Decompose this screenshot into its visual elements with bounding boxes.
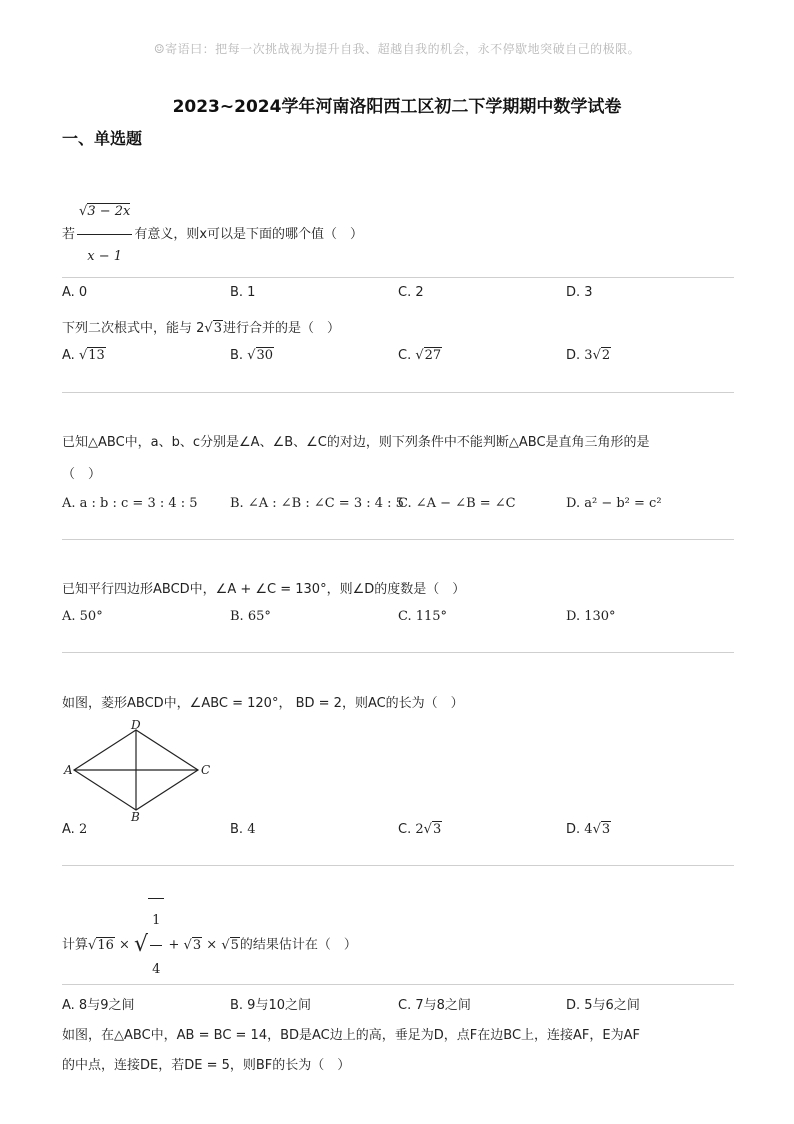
q2-option-c[interactable]: C. √27: [398, 348, 442, 363]
q1-numerator: 3 − 2x: [87, 204, 131, 219]
q6-option-a[interactable]: A. 8与9之间: [62, 998, 135, 1013]
q2-pre: 下列二次根式中，能与 2: [62, 321, 205, 336]
q2-option-b[interactable]: B. √30: [230, 348, 274, 363]
q2-options: [62, 348, 732, 368]
q5-option-c[interactable]: C. 2√3: [398, 822, 442, 837]
q2-option-d[interactable]: D. 3√2: [566, 348, 611, 363]
q4-option-d[interactable]: D. 130°: [566, 609, 616, 624]
q4-options: [62, 609, 732, 629]
question-3: [62, 432, 732, 516]
question-5: [62, 693, 732, 715]
q6-options: [62, 994, 732, 1014]
q3-stem-line2: （ ）: [62, 467, 102, 482]
q3-option-c[interactable]: C. ∠A − ∠B = ∠C: [398, 496, 516, 511]
divider: [62, 539, 734, 540]
q3-options: [62, 496, 732, 516]
q6-pre: 计算: [62, 937, 89, 953]
q2-radical: √3: [204, 321, 222, 336]
motto-text: ☺寄语曰：把每一次挑战视为提升自我、超越自我的机会，永不停歇地突破自己的极限。: [153, 42, 641, 56]
q1-option-c[interactable]: C. 2: [398, 285, 424, 300]
page-title: 2023~2024学年河南洛阳西工区初二下学期期中数学试卷: [172, 97, 622, 117]
q5-stem: 如图，菱形ABCD中，∠ABC = 120°， BD = 2，则AC的长为（ ）: [62, 696, 464, 711]
question-1: [62, 192, 732, 305]
question-7: [62, 1025, 732, 1077]
q2-post: 进行合并的是（ ）: [222, 321, 340, 336]
q5-option-d[interactable]: D. 4√3: [566, 822, 611, 837]
q1-denominator: x − 1: [87, 249, 123, 264]
q6-option-d[interactable]: D. 5与6之间: [566, 998, 640, 1013]
q3-stem-line1: 已知△ABC中，a、b、c分别是∠A、∠B、∠C的对边，则下列条件中不能判断△ABC是直角三角形的是: [62, 435, 650, 450]
question-4: [62, 579, 732, 629]
q3-option-b[interactable]: B. ∠A : ∠B : ∠C = 3 : 4 : 5: [230, 496, 404, 511]
q1-option-d[interactable]: D. 3: [566, 285, 593, 300]
rhombus-diagram: [62, 718, 222, 822]
q6-option-b[interactable]: B. 9与10之间: [230, 998, 311, 1013]
divider: [62, 984, 734, 985]
question-5-options: [62, 822, 732, 842]
divider: [62, 392, 734, 393]
q5-option-b[interactable]: B. 4: [230, 822, 256, 837]
q5-options: [62, 822, 732, 842]
q5-option-a[interactable]: A. 2: [62, 822, 88, 837]
label-c: C: [201, 763, 211, 777]
divider: [62, 277, 734, 278]
q1-pre: 若: [62, 227, 76, 242]
section-heading: 一、单选题: [62, 129, 143, 148]
q4-option-b[interactable]: B. 65°: [230, 609, 271, 624]
q4-option-c[interactable]: C. 115°: [398, 609, 448, 624]
label-d: D: [131, 718, 141, 732]
question-2: [62, 318, 732, 368]
q1-option-b[interactable]: B. 1: [230, 285, 256, 300]
q3-option-d[interactable]: D. a² − b² = c²: [566, 496, 662, 511]
divider: [62, 652, 734, 653]
q1-option-a[interactable]: A. 0: [62, 285, 88, 300]
q2-option-a[interactable]: A. √13: [62, 348, 105, 363]
q6-post: 的结果估计在（ ）: [239, 937, 357, 953]
q7-stem-line2: 的中点，连接DE，若DE = 5，则BF的长为（ ）: [62, 1058, 351, 1073]
label-a: A: [64, 763, 73, 777]
q6-option-c[interactable]: C. 7与8之间: [398, 998, 471, 1013]
q7-stem-line1: 如图，在△ABC中，AB = BC = 14，BD是AC边上的高，垂足为D，点F在边BC上，连接AF，E为AF: [62, 1028, 640, 1043]
divider: [62, 865, 734, 866]
q4-stem: 已知平行四边形ABCD中，∠A + ∠C = 130°，则∠D的度数是（ ）: [62, 582, 466, 597]
q3-option-a[interactable]: A. a : b : c = 3 : 4 : 5: [62, 496, 198, 511]
label-b: B: [131, 810, 140, 822]
q1-post: 有意义，则x可以是下面的哪个值（ ）: [134, 227, 364, 242]
question-6: 计算√16 × √ $\frac{1}{4}$ + √3 × √5的结果估计在（ ） A. 8与9之间 B. 9与10之间 C. 7与8之间 D. 5与6之间: [62, 898, 732, 1014]
q1-fraction: $\frac{√3 - 2x}{x - 1}$: [77, 192, 132, 277]
q4-option-a[interactable]: A. 50°: [62, 609, 103, 624]
q1-options: [62, 285, 732, 305]
